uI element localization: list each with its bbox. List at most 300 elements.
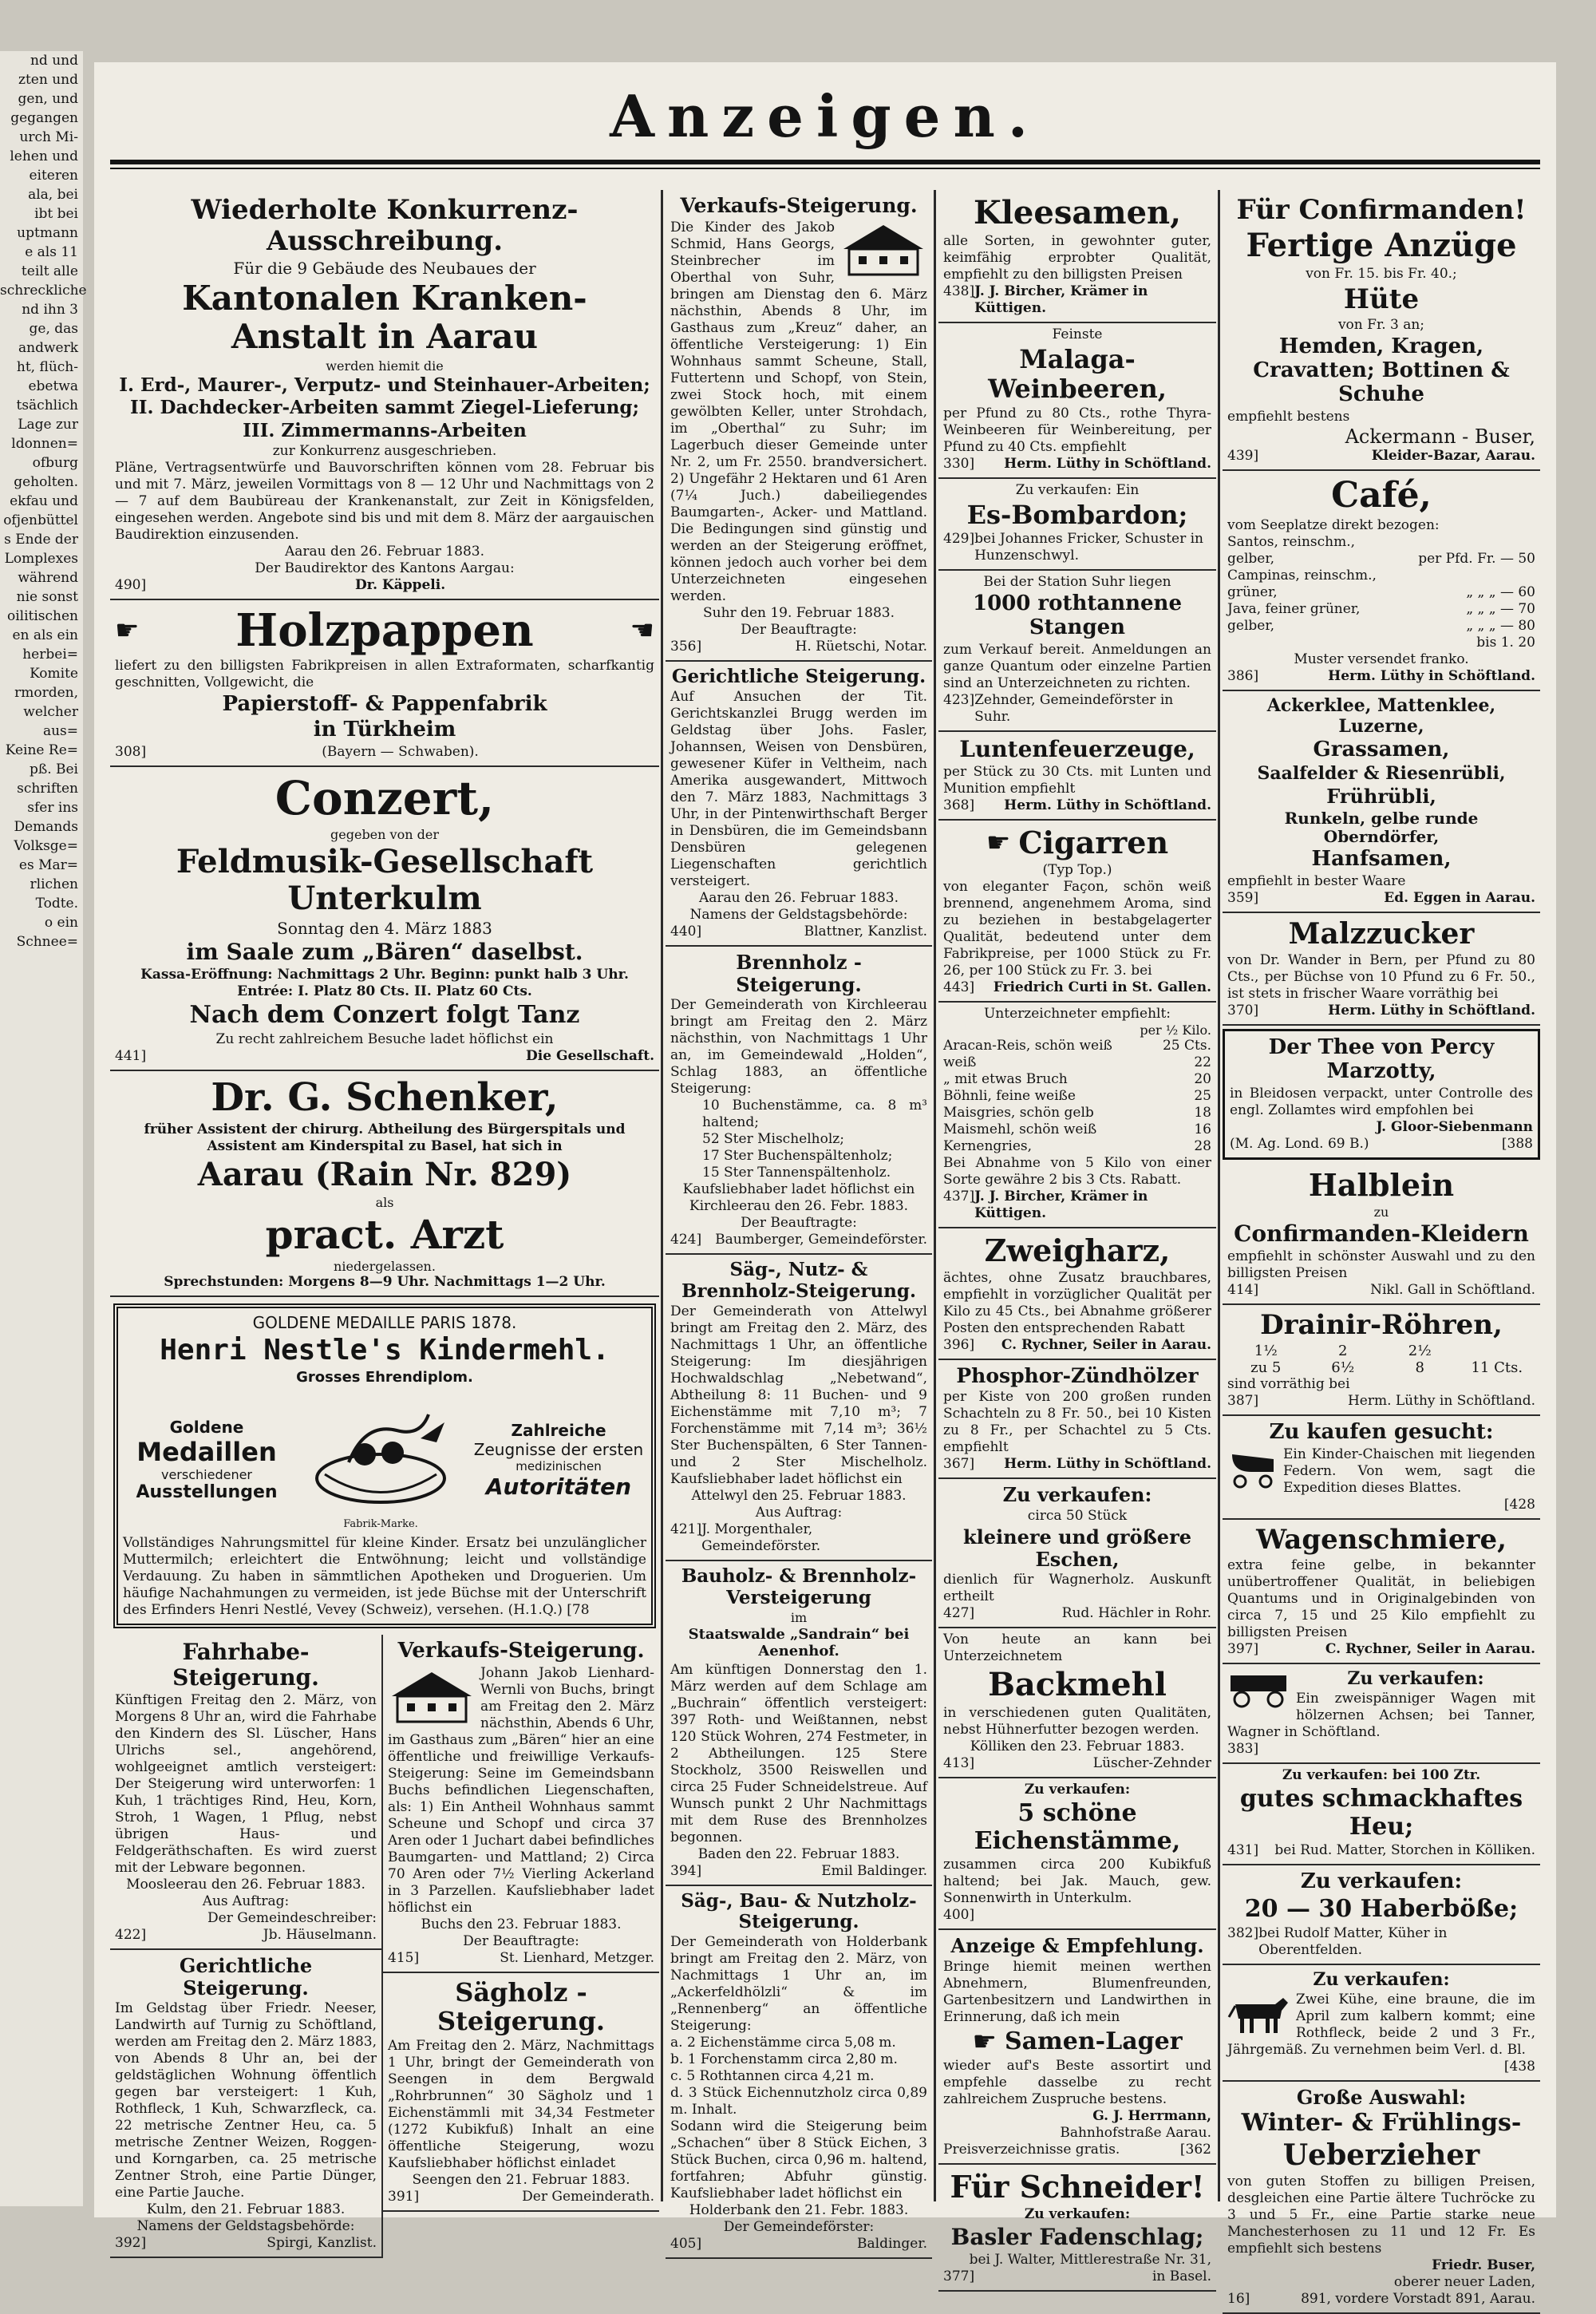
ad-number: 490] — [115, 577, 147, 594]
ad-signature: Jb. Häuselmann. — [263, 1927, 377, 1944]
price-row — [943, 1088, 1211, 1105]
ad-headline: gutes schmackhaftes Heu; — [1239, 1785, 1523, 1841]
page-header — [94, 78, 1556, 155]
ad-text: Für die 9 Gebäude des Neubaues der — [233, 259, 536, 279]
ad-number: 437] — [943, 1189, 975, 1205]
price-value: bis 1. 20 — [1476, 635, 1535, 651]
ad-signature: J. J. Bircher, Krämer in Küttigen. — [974, 283, 1148, 316]
ad-lunten — [938, 732, 1216, 821]
ad-signature: C. Rychner, Seiler in Aarau. — [1325, 1640, 1535, 1657]
adjacent-page-line: ebetwa — [28, 378, 78, 394]
ad-headline: 20 — 30 Haberböße; — [1244, 1895, 1519, 1924]
price-row — [1227, 618, 1535, 635]
ad-title: Cigarren — [1018, 825, 1169, 861]
list-item: 52 Ster Mischelholz; — [702, 1131, 844, 1148]
price-label: Maismehl, schön weiß — [943, 1121, 1097, 1138]
ad-body: liefert zu den billigsten Fabrikpreisen in allen Extraformaten, scharfkantig geschnitten, Vollgewicht, die — [115, 658, 654, 691]
ad-wagenschmiere — [1223, 1520, 1540, 1664]
ad-signature: Nikl. Gall in Schöftland. — [1370, 1281, 1535, 1298]
ad-number: 356] — [670, 638, 702, 655]
ad-signature: H. Rüetschi, Notar. — [795, 638, 927, 655]
ad-signature: Der Gemeinderath. — [522, 2189, 654, 2205]
ad-signature: Zehnder, Gemeindeförster in Suhr. — [974, 692, 1174, 726]
ad-title: Backmehl — [988, 1666, 1167, 1704]
price-label: Böhnli, feine weiße — [943, 1088, 1076, 1105]
ad-malaga — [938, 323, 1216, 479]
house-icon — [388, 1668, 476, 1724]
adjacent-page-line: lehen und — [10, 148, 78, 164]
price-value: per Pfd. Fr. — 50 — [1418, 551, 1535, 568]
ad-headline: Winter- & Frühlings- — [1241, 2109, 1522, 2138]
column-rule — [661, 190, 663, 2201]
ad-text: GOLDENE MEDAILLE PARIS 1878. — [252, 1313, 517, 1333]
price-label: Java, feiner grüner, — [1227, 601, 1361, 618]
ad-body: Im Geldstag über Friedr. Neeser, Landwirth auf Turnig zu Schöftland, werden am Freitag den 2. März 1883, von Abends 8 Uhr an, bei der geldstäglichen Wohnung öffentlich gegen bar versteigert: 1 Kuh, Rothfleck, 1 Kuh, Schwarzfleck, ca. 22 metrische Zentner Heu, ca. 5 metrische Zentner Weizen, Roggen- und Korngarben, ca. 25 metrische Zentner Stroh, eine Partie Dünger, eine Partie Jauche. — [115, 2000, 377, 2201]
ad-signature: Namens der Geldstagsbehörde: — [689, 907, 908, 924]
price-value: 8 — [1415, 1359, 1424, 1376]
house-icon — [839, 221, 927, 277]
ad-signature: Der Gemeindeförster: — [723, 2219, 875, 2236]
adjacent-page-line: ht, flüch- — [16, 359, 78, 375]
ad-title: Für Confirmanden! — [1236, 194, 1527, 226]
ad-title: Drainir-Röhren, — [1260, 1308, 1503, 1341]
ad-body: bei Rud. Matter, Storchen in Kölliken. — [1274, 1842, 1535, 1859]
ad-verkauf-suhr — [666, 190, 932, 662]
ad-headline: Basler Fadenschlag; — [950, 2223, 1204, 2250]
price-table — [1227, 534, 1535, 651]
adjacent-page-line: schreckliche — [0, 283, 87, 299]
ad-title: Für Schneider! — [950, 2168, 1205, 2205]
ad-number: 368] — [943, 797, 975, 814]
ad-text: von Fr. 3 an; — [1337, 317, 1425, 334]
ad-body: Ein zweispänniger Wagen mit hölzernen Achsen; bei Tanner, Wagner in Schöftland. — [1227, 1691, 1535, 1741]
ad-signature: bei J. Walter, Mittlerestraße Nr. 31, — [969, 2251, 1211, 2268]
nestle-nest-logo — [301, 1390, 460, 1530]
adjacent-page-line: uptmann — [17, 225, 78, 241]
ad-signature: J. J. Bircher, Krämer in Küttigen. — [974, 1189, 1148, 1222]
ad-headline: Feldmusik-Gesellschaft Unterkulm — [176, 842, 594, 917]
ad-number: 427] — [943, 1605, 975, 1622]
price-value: 16 — [1194, 1121, 1211, 1138]
ad-signature: oberer neuer Laden, — [1393, 2274, 1535, 2291]
ad-date: Sonntag den 4. März 1883 — [277, 918, 492, 938]
ad-schenker — [110, 1071, 659, 1298]
adjacent-page-line: sfer ins — [27, 800, 78, 816]
size-value: 2½ — [1408, 1342, 1432, 1359]
ad-text: Zu verkaufen: — [1024, 1782, 1131, 1798]
price-label: gelber, — [1227, 618, 1274, 635]
ad-text: niedergelassen. — [334, 1259, 436, 1275]
ad-body: Zwei Kühe, eine braune, die im April zum kalbern kommt; eine Rothfleck, beide 2 und 3 Fr., Jährgemäß. Zu vernehmen beim Verl. d. Bl. — [1227, 1991, 1535, 2058]
ad-body: extra feine gelbe, in bekannter unübertroffener Qualität, in beliebigen Quantums und in Originalgebinden von circa 7, 15 und 25 Kilo empfiehlt zu billigsten Preisen — [1227, 1557, 1535, 1640]
ad-eichen — [938, 1778, 1216, 1930]
price-row — [943, 1038, 1211, 1054]
column-1 — [110, 190, 659, 2252]
price-label: Maisgries, schön gelb — [943, 1105, 1094, 1121]
adjacent-page-line: Keine Re= — [5, 742, 78, 758]
ad-number: 423] — [943, 692, 975, 709]
price-value: 18 — [1194, 1105, 1211, 1121]
ad-number: [362 — [1179, 2141, 1211, 2158]
adjacent-page-line: Demands — [14, 819, 78, 835]
price-row — [1227, 584, 1535, 601]
ad-number: 386] — [1227, 668, 1259, 685]
ad-konkurrenz — [110, 190, 659, 600]
ad-headline: Hemden, Kragen, Cravatten; Bottinen & Schuhe — [1253, 334, 1510, 406]
ad-text: Zu recht zahlreichem Besuche ladet höflichst ein — [215, 1030, 554, 1047]
ad-text: Aus Auftrag: — [202, 1893, 290, 1910]
ad-title: Brennholz - Steigerung. — [736, 951, 862, 996]
ad-body: Der Gemeinderath von Attelwyl bringt am Freitag den 2. März, des Nachmittags 1 Uhr, an öffentliche Steigerung: Im diesjährigen Hochwaldschlag „Nebetwand“, Abtheilung 8: 11 Buchen- und 9 Eichenstämme mit 7,10 m³; 7 Forchenstämme mit 7,14 m³; 36½ Ster Buchenspälten, 6 Ster Tannen- und 2 Ster Mischelholz. Kaufsliebhaber ladet höflichst ein — [670, 1303, 927, 1488]
ad-signature: Herm. Lüthy in Schöftland. — [1347, 1392, 1535, 1409]
ad-item: III. Zimmermanns-Arbeiten — [243, 419, 527, 441]
ad-text: (Bayern — Schwaben). — [322, 744, 479, 761]
ad-brennholz — [666, 947, 932, 1255]
list-item: a. 2 Eichenstämme circa 5,08 m. — [670, 2035, 896, 2051]
ad-body: Am künftigen Donnerstag den 1. März werden auf dem Schlage am „Buchrain“ öffentlich versteigert: 397 Roth- und Weißtannen, nebst 120 Stück Wohren, 274 Festmeter, in 2 Abtheilungen. 125 Stere Stockholz, 3500 Reiswellen und circa 25 Fuder Schneidelstreue. Auf Wunsch punkt 2 Uhr Nachmittags mit dem Ruse des Brennholzes begonnen. — [670, 1661, 927, 1845]
ad-gerichtliche-1 — [110, 1950, 381, 2258]
ad-item: II. Dachdecker-Arbeiten sammt Ziegel-Lieferung; — [130, 397, 639, 419]
ad-zweigharz — [938, 1228, 1216, 1360]
column-2 — [666, 190, 932, 2253]
adjacent-page-line: Todte. — [35, 896, 78, 912]
ad-text: gegeben von der — [330, 826, 439, 842]
ad-title: Dr. G. Schenker, — [211, 1074, 559, 1120]
ad-signature: Emil Baldinger. — [821, 1862, 927, 1879]
ad-title: Wiederholte Konkurrenz-Ausschreibung. — [191, 194, 579, 258]
adjacent-page-line: ldonnen= — [11, 436, 78, 452]
ad-stangen — [938, 571, 1216, 732]
ad-body: alle Sorten, in gewohnter guter, keimfähig erprobter Qualität, empfiehlt zu den billigsten Preisen — [943, 233, 1211, 283]
ad-text: Goldene — [169, 1418, 244, 1438]
ad-title: Zu verkaufen: — [1313, 1968, 1450, 1990]
ad-signature: C. Rychner, Seiler in Aarau. — [1001, 1336, 1211, 1353]
ad-signature: Baldinger. — [857, 2236, 927, 2253]
ad-headline: Hüte — [1343, 283, 1420, 316]
ad-text: Feinste — [1052, 326, 1103, 342]
ad-date: Suhr den 19. Februar 1883. — [702, 604, 895, 621]
ad-number: 431] — [1227, 1842, 1259, 1859]
ad-headline: Saalfelder & Riesenrübli, — [1257, 762, 1506, 784]
adjacent-page-line: ekfau und — [10, 493, 78, 509]
ad-body: Von heute an kann bei Unterzeichnetem — [943, 1632, 1211, 1665]
ad-signature: Der Beauftragte: — [463, 1932, 579, 1949]
ad-signature: Aus Auftrag: — [755, 1505, 843, 1521]
ad-title: Phosphor-Zündhölzer — [956, 1363, 1199, 1387]
ad-body: per Pfund zu 80 Cts., rothe Thyra-Weinbeeren für Weinbereitung, per Pfund zu 40 Cts. empfiehlt — [943, 405, 1211, 455]
ad-date: Kirchleerau den 26. Febr. 1883. — [689, 1198, 909, 1215]
ad-signature: Herm. Lüthy in Schöftland. — [1004, 797, 1211, 814]
ad-title: Ackerklee, Mattenklee, Luzerne, — [1266, 695, 1496, 737]
price-value: „ „ „ — 70 — [1466, 601, 1535, 618]
ad-signature: J. Morgenthaler, Gemeindeförster. — [701, 1521, 821, 1555]
ad-body: Sodann wird die Steigerung beim „Schachen“ über 8 Stück Eichen, 3 Stück Buchen, circa 0,96 m. haltend, fortfahren; Abfuhr günstig. Kaufsliebhaber ladet höflichst ein — [670, 2118, 927, 2202]
adjacent-page-line: rmorden, — [14, 685, 78, 701]
ad-signature: Der Baudirektor des Kantons Aargau: — [255, 560, 515, 577]
ad-title: Zu verkaufen: — [1347, 1667, 1484, 1689]
wagon-icon — [1227, 1669, 1291, 1709]
ad-signature: Spirgi, Kanzlist. — [267, 2235, 377, 2252]
ad-text: im — [790, 1610, 808, 1626]
ad-body: wieder auf's Beste assortirt und empfehle dasselbe zu recht zahlreichem Zuspruche bestens. — [943, 2057, 1211, 2107]
adjacent-page-line: s Ende der — [4, 532, 78, 548]
ad-title: Säg-, Nutz- & Brennholz-Steigerung. — [681, 1259, 916, 1302]
ad-confirmanden — [1223, 190, 1540, 471]
ad-signature: Die Gesellschaft. — [526, 1047, 654, 1064]
ad-text: Kassa-Eröffnung: Nachmittags 2 Uhr. Beginn: punkt halb 3 Uhr. — [140, 967, 629, 983]
ad-text: Sprechstunden: Morgens 8—9 Uhr. Nachmittags 1—2 Uhr. — [164, 1274, 606, 1291]
adjacent-page-line: urch Mi- — [19, 129, 78, 145]
ad-signature: 891, vordere Vorstadt 891, Aarau. — [1301, 2291, 1535, 2308]
ad-bombardon — [938, 479, 1216, 572]
ad-body: empfiehlt in schönster Auswahl und zu den billigsten Preisen — [1227, 1248, 1535, 1281]
price-value: „ „ „ — 60 — [1466, 584, 1535, 601]
ad-signature: Herm. Lüthy in Schöftland. — [1328, 1003, 1535, 1019]
ad-title: Säg-, Bau- & Nutzholz-Steigerung. — [681, 1889, 917, 1932]
adjacent-page-line: eiteren — [29, 168, 78, 184]
ad-number: 421] — [670, 1521, 702, 1538]
ad-number: 405] — [670, 2236, 702, 2253]
ad-headline: Runkeln, gelbe runde Oberndörfer, — [1284, 808, 1479, 846]
ad-title: Der Thee von Percy Marzotty, — [1268, 1035, 1495, 1083]
adjacent-page-line: rlichen — [30, 876, 78, 892]
price-row — [1227, 534, 1535, 551]
ad-headline: Samen-Lager — [1004, 2027, 1183, 2055]
ad-text: Medaillen — [136, 1437, 277, 1468]
adjacent-page-line: Lomplexes — [4, 551, 78, 567]
ad-headline: im Saale zum „Bären“ daselbst. — [186, 938, 583, 965]
page-title: Anzeigen. — [610, 82, 1041, 150]
ad-signature: Namens der Geldstagsbehörde: — [136, 2218, 355, 2235]
ad-text: Entrée: I. Platz 80 Cts. II. Platz 60 Cts. — [237, 983, 532, 1000]
ad-body: bei Rudolf Matter, Küher in Oberentfelden. — [1258, 1924, 1448, 1958]
ad-number: 394] — [670, 1862, 702, 1879]
ad-text: Zahlreiche — [511, 1420, 606, 1440]
ad-text: empfiehlt bestens — [1227, 408, 1350, 425]
ad-saegholz — [383, 1973, 659, 2213]
ad-text: als — [375, 1194, 394, 1210]
ad-number: [428 — [1503, 1496, 1535, 1513]
adjacent-page-line: herbei= — [22, 647, 78, 663]
ad-text: Grosses Ehrendiplom. — [296, 1368, 473, 1386]
adjacent-page-line: welcher — [23, 704, 78, 720]
ad-text: Zu verkaufen: — [1002, 1483, 1152, 1507]
pointing-hand-icon: ☛ — [115, 615, 140, 647]
pointing-hand-icon: ☚ — [630, 615, 654, 647]
ad-signature: Rud. Hächler in Rohr. — [1061, 1605, 1211, 1622]
adjacent-page-strip — [0, 51, 87, 2206]
ad-number: [438 — [1503, 2058, 1535, 2075]
ad-number: 439] — [1227, 447, 1259, 464]
ad-number: 422] — [115, 1927, 147, 1944]
ad-date: Buchs den 23. Februar 1883. — [421, 1916, 622, 1932]
ad-signature: Friedr. Buser, — [1432, 2257, 1535, 2274]
ad-body: Der Gemeinderath von Holderbank bringt am Freitag den 2. März, von Nachmittags 1 Uhr an, im „Ackerfeldhölzli“ & im „Rennenberg“ an öffentliche Steigerung: — [670, 1934, 927, 2035]
ad-title: Zu verkaufen: — [1300, 1869, 1463, 1894]
price-value: 20 — [1194, 1071, 1211, 1088]
price-label: Campinas, reinschm., — [1227, 568, 1377, 584]
adjacent-page-line: nie sonst — [16, 589, 78, 605]
ad-body: in verschiedenen guten Qualitäten, nebst Hühnerfutter bezogen werden. — [943, 1705, 1211, 1738]
ad-headline: Staatswalde „Sandrain“ bei Aenenhof. — [688, 1626, 910, 1659]
ad-number: 438] — [943, 283, 975, 299]
ad-title: Sägholz - Steigerung. — [437, 1976, 606, 2037]
ad-headline: Grassamen, — [1313, 738, 1450, 762]
adjacent-page-line: ala, bei — [28, 187, 78, 203]
ad-text: vom Seeplatze direkt bezogen: — [1227, 517, 1440, 534]
ad-bauholz — [666, 1561, 932, 1885]
adjacent-page-line: ofburg — [32, 455, 78, 471]
price-label: grüner, — [1227, 584, 1278, 601]
list-item: 10 Buchenstämme, ca. 8 m³ haltend; — [702, 1098, 927, 1131]
price-value: 25 — [1194, 1088, 1211, 1105]
ad-title: Wagenschmiere, — [1256, 1523, 1507, 1556]
price-row — [1227, 635, 1535, 651]
ad-number: 413] — [943, 1755, 975, 1772]
ad-malzzucker — [1223, 913, 1540, 1026]
ad-body: Pläne, Vertragsentwürfe und Bauvorschriften können vom 28. Februar bis und mit 7. März, jeweilen Vormittags von 8 — 12 Uhr und Nachmittags von 2 — 7 auf dem Baubüreau der Krankenanstalt, zur Zeit in Königsfelden, eingesehen werden. Angebote sind bis und mit dem 8. März der aargauischen Baudirektion einzusenden. — [115, 460, 654, 544]
ad-body: Bringe hiemit meinen werthen Abnehmern, Blumenfreunden, Gartenbesitzern und Landwirthen in Erinnerung, daß ich mein — [943, 1958, 1211, 2025]
ad-headline: pract. Arzt — [265, 1210, 504, 1258]
ad-signature: Der Gemeindeschreiber: — [207, 1910, 377, 1927]
ad-fahrhabe — [110, 1635, 381, 1950]
ad-halblein — [1223, 1163, 1540, 1305]
ad-text: Kaufsliebhaber ladet höflichst ein — [682, 1181, 915, 1198]
adjacent-page-line: schriften — [17, 781, 78, 797]
price-row — [1227, 601, 1535, 618]
ad-title: Malaga-Weinbeeren, — [988, 344, 1167, 404]
ad-number: 370] — [1227, 1003, 1259, 1019]
ad-signature: Baumberger, Gemeindeförster. — [715, 1232, 927, 1248]
price-value: 25 Cts. — [1162, 1038, 1211, 1054]
ad-title: Conzert, — [275, 771, 495, 826]
ad-signature: Lüscher-Zehnder — [1092, 1755, 1211, 1772]
ad-body: in Bleidosen verpackt, unter Controlle des engl. Zollamtes wird empfohlen bei — [1230, 1085, 1533, 1118]
ad-signature: Herm. Lüthy in Schöftland. — [1328, 668, 1535, 685]
ad-body: von guten Stoffen zu billigen Preisen, desgleichen eine Partie ältere Tuchröcke zu 3 und 5 Fr., eine Partie starke neue Manchesterhosen zu 11 und 12 Fr. Es empfiehlt sich bestens — [1227, 2174, 1535, 2257]
ad-date: Seengen den 21. Februar 1883. — [412, 2172, 630, 2189]
pointing-hand-icon: ☛ — [986, 827, 1011, 860]
ad-number: 383] — [1227, 1741, 1259, 1758]
adjacent-page-line: pß. Bei — [29, 761, 78, 777]
adjacent-page-line: tsächlich — [16, 398, 78, 413]
adjacent-page-line: Komite — [30, 666, 78, 682]
adjacent-page-line: e als 11 — [25, 244, 78, 260]
size-value: 2 — [1338, 1342, 1348, 1359]
adjacent-page-line: ofjenbüttel — [3, 512, 78, 528]
ad-text: per ½ Kilo. — [1140, 1023, 1211, 1038]
ad-nestle — [113, 1303, 656, 1628]
price-row — [1227, 551, 1535, 568]
ad-headline: Ueberzieher — [1282, 2138, 1480, 2172]
ad-body: ächtes, ohne Zusatz brauchbares, empfiehlt in vorzüglicher Qualität per Kilo zu 45 Cts., bei Abnahme größerer Posten den entsprechenden Rabatt — [943, 1269, 1211, 1336]
ad-bau-nutz — [666, 1886, 932, 2260]
header-rule — [110, 160, 1540, 164]
ad-text: Zu verkaufen: Ein — [1015, 481, 1140, 498]
ad-backmehl — [938, 1628, 1216, 1778]
adjacent-page-line: Lage zur — [18, 417, 78, 433]
adjacent-page-line: es Mar= — [18, 857, 78, 873]
pointing-hand-icon: ☛ — [972, 2025, 997, 2058]
price-value: 6½ — [1331, 1359, 1355, 1376]
ad-signature: Blattner, Kanzlist. — [804, 924, 927, 940]
ad-body: Künftigen Freitag den 2. März, von Morgens 8 Uhr an, wird die Fahrhabe den Kindern des Sl. Lüscher, Hans Ulrichs sel., angehörend, wohlgeeignet amtlich versteigert: Der Steigerung wird unterworfen: 1 Kuh, 1 trächtiges Rind, Heu, Korn, Stroh, 1 Wagen, 1 Pflug, nebst übrigen Haus- und Feldgeräthschaften. Es wird zuerst mit der Lebware begonnen. — [115, 1692, 377, 1877]
ad-text: Muster versendet franko. — [1294, 651, 1469, 668]
ad-text: Unterzeichneter empfiehlt: — [983, 1006, 1171, 1023]
ad-title: Luntenfeuerzeuge, — [959, 736, 1195, 763]
ad-title: Verkaufs-Steigerung. — [397, 1638, 645, 1663]
price-value: 11 Cts. — [1471, 1359, 1523, 1376]
ad-number: 382] — [1227, 1924, 1259, 1941]
ad-number: 377] — [943, 2268, 975, 2284]
ad-verkauf-buchs — [383, 1635, 659, 1973]
ad-body: Johann Jakob Lienhard-Wernli von Buchs, bringt am Freitag den 2. März nächsthin, Abends 6 Uhr, im Gasthaus zum „Bären“ hier an eine öffentliche und freiwillige Verkaufs-Steigerung: Seine im Gemeindsbann Buchs befindlichen Liegenschaften, als: 1) Ein Antheil Wohnhaus sammt Scheune und Schopf und circa 37 Aren oder 1 Juchart dabei befindliches Baumgarten- und Mattland; 2) Circa 70 Aren oder 7½ Vierling Ackerland in 3 Parzellen. Kaufsliebhaber ladet höflichst ein — [388, 1664, 654, 1916]
ad-body: früher Assistent der chirurg. Abtheilung des Bürgerspitals und Assistent am Kinderspital zu Basel, hat sich in — [144, 1121, 626, 1154]
list-item: c. 5 Rothtannen circa 4,21 m. — [670, 2068, 875, 2085]
ad-body: Am Freitag den 2. März, Nachmittags 1 Uhr, bringt der Gemeinderath von Seengen in dem Bergwald „Rohrbrunnen“ 30 Sägholz und 1 Eichenstämmli mit 34,34 Festmeter (1272 Kubikfuß) Inhalt an eine öffentliche Steigerung, wozu Kaufsliebhaber höflichst einladet — [388, 2038, 654, 2172]
ad-signature: Ackermann - Buser, — [1345, 425, 1535, 448]
adjacent-page-line: oilitischen — [6, 608, 78, 624]
ad-title: Bauholz- & Brennholz-Versteigerung — [681, 1565, 917, 1608]
ad-title: Malzzucker — [1288, 916, 1475, 951]
ad-signature: Dr. Käppeli. — [354, 577, 446, 594]
ad-signature: St. Lienhard, Metzger. — [500, 1949, 654, 1966]
ad-number: 414] — [1227, 1281, 1259, 1298]
ad-headline: Kantonalen Kranken-Anstalt in Aarau — [182, 279, 587, 357]
adjacent-page-line: während — [18, 570, 78, 586]
ad-title: Zu verkaufen: bei 100 Ztr. — [1282, 1767, 1481, 1784]
cow-icon — [1227, 1993, 1291, 2036]
ad-number: 441] — [115, 1047, 147, 1064]
price-value: 28 — [1194, 1138, 1211, 1155]
ad-title: Holzpappen — [235, 604, 534, 658]
ad-number: 16] — [1227, 2291, 1250, 2308]
ad-gerichtliche-2 — [666, 662, 932, 947]
ad-kinder-chaise — [1223, 1416, 1540, 1520]
ad-number: 392] — [115, 2235, 147, 2252]
ad-title: Gerichtliche Steigerung. — [179, 1954, 313, 2000]
ad-text: Ausstellungen — [136, 1482, 278, 1503]
price-row — [943, 1121, 1211, 1138]
list-item: 17 Ster Buchenspältenholz; — [702, 1148, 893, 1165]
ad-signature: Friedrich Curti in St. Gallen. — [993, 979, 1211, 996]
ad-number: 308] — [115, 744, 147, 761]
adjacent-page-line: andwerk — [18, 340, 78, 356]
price-row — [943, 1105, 1211, 1121]
ad-date: Holderbank den 21. Febr. 1883. — [689, 2202, 909, 2219]
ad-signature: in Basel. — [1152, 2268, 1211, 2284]
ad-signature: G. J. Herrmann, — [1092, 2107, 1211, 2124]
ad-date: Kölliken den 23. Februar 1883. — [970, 1738, 1185, 1755]
ad-title: Gerichtliche Steigerung. — [671, 665, 926, 687]
ad-body: Vollständiges Nahrungsmittel für kleine Kinder. Ersatz bei unzulänglicher Muttermilch; erleichtert die Entwöhnung; leicht und vollständige Verdauung. Zu haben in sämmtlichen Apotheken und Droguerien. Um häufige Nachahmungen zu vermeiden, ist jede Büchse mit der Unterschrift des Erfinders Henri Nestlé, Vevey (Schweiz), versehen. (H.1.Q.) [78 — [123, 1534, 646, 1618]
ad-headline: Papierstoff- & Pappenfabrik — [222, 692, 547, 717]
ad-text: Preisverzeichnisse gratis. — [943, 2141, 1120, 2158]
ad-signature: Bahnhofstraße Aarau. — [1060, 2124, 1211, 2141]
ad-body: dienlich für Wagnerholz. Auskunft ertheilt — [943, 1572, 1211, 1605]
ad-body: Ein Kinder-Chaischen mit liegenden Federn. Von wem, sagt die Expedition dieses Blattes. — [1283, 1446, 1535, 1496]
ad-wagen — [1223, 1664, 1540, 1764]
adjacent-page-line: Volksge= — [14, 838, 78, 854]
ad-headline: Frührübli, — [1326, 785, 1436, 809]
ad-text: Autoritäten — [485, 1473, 632, 1500]
header-rule-thin — [110, 168, 1540, 169]
ad-date: Baden den 22. Februar 1883. — [697, 1845, 900, 1862]
ad-number: 429] — [943, 531, 975, 548]
ad-cigarren — [938, 821, 1216, 1003]
ad-headline: Nach dem Conzert folgt Tanz — [189, 1001, 580, 1030]
ad-body: per Stück zu 30 Cts. mit Lunten und Munition empfiehlt — [943, 764, 1211, 797]
